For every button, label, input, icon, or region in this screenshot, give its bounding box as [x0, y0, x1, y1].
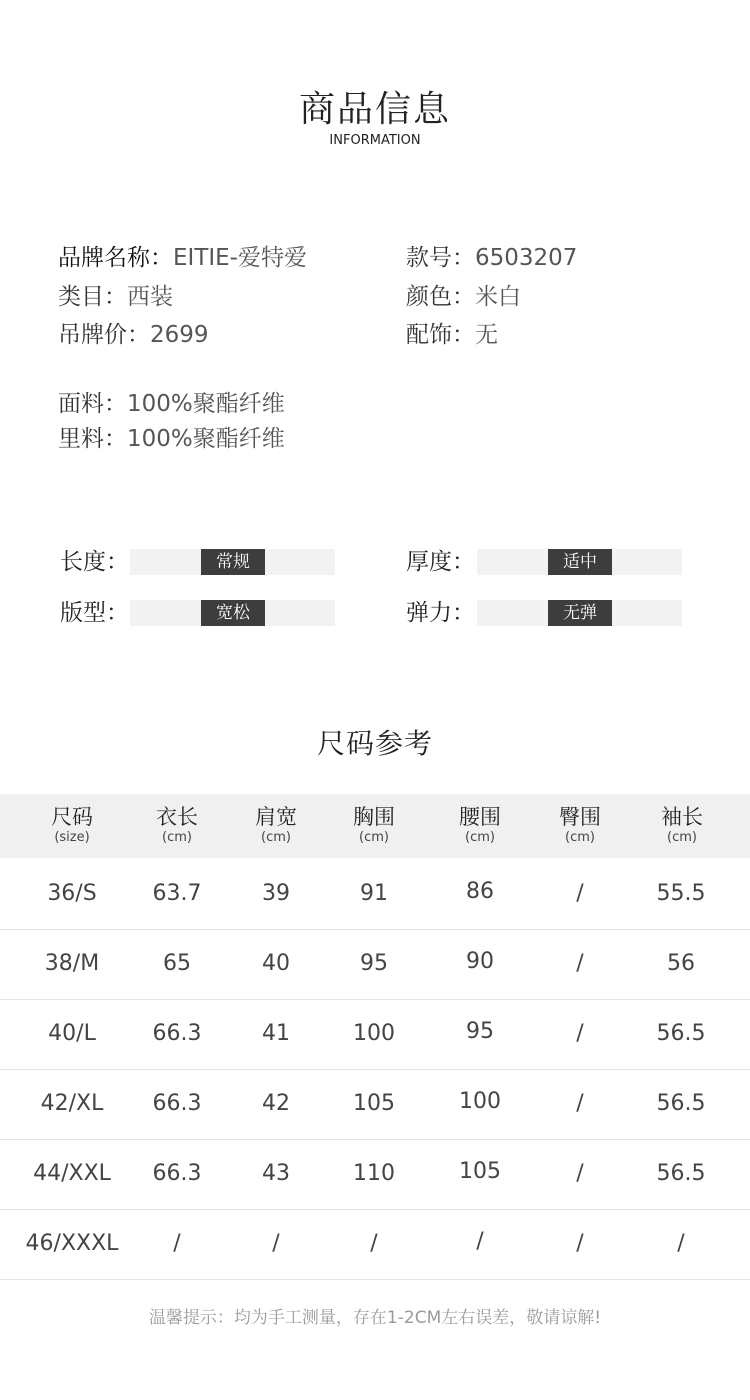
table-row	[0, 1069, 750, 1140]
lining-value: 100%聚酯纤维	[127, 426, 285, 452]
cell-hip: /	[576, 951, 584, 976]
elasticity-label: 弹力：	[406, 600, 475, 626]
style-no-row	[406, 243, 577, 273]
lining-label: 里料：	[58, 426, 127, 452]
cell-chest: 95	[360, 951, 388, 976]
cell-chest: 110	[353, 1161, 395, 1186]
cell-size: 36/S	[47, 881, 97, 906]
table-row	[0, 1139, 750, 1210]
elasticity-tag: 无弹	[548, 600, 612, 626]
cell-sleeve: /	[677, 1231, 685, 1256]
header-size-en: (size)	[54, 830, 90, 845]
cell-chest: 91	[360, 881, 388, 906]
header-waist	[430, 794, 530, 846]
cell-chest: /	[370, 1231, 378, 1256]
header-length-en: (cm)	[162, 830, 192, 845]
header-waist-en: (cm)	[465, 830, 495, 845]
thickness-tag: 适中	[548, 549, 612, 575]
length-tag: 常规	[201, 549, 265, 575]
cell-size: 46/XXXL	[25, 1231, 119, 1256]
lining-row	[58, 424, 285, 454]
cell-sleeve: 55.5	[656, 881, 706, 906]
header-hip-cn: 臀围	[559, 805, 601, 829]
cell-shoulder: 42	[262, 1091, 290, 1116]
accessory-label: 配饰：	[406, 322, 475, 348]
header-sleeve-cn: 袖长	[661, 805, 703, 829]
header-shoulder	[226, 794, 326, 846]
cell-waist: 90	[466, 949, 494, 974]
table-row	[0, 929, 750, 1000]
fabric-value: 100%聚酯纤维	[127, 391, 285, 417]
cell-length: 66.3	[152, 1091, 202, 1116]
price-label: 吊牌价：	[58, 322, 150, 348]
price-value: 2699	[150, 322, 209, 348]
cell-size: 38/M	[44, 951, 100, 976]
cell-length: /	[173, 1231, 181, 1256]
header-length-cn: 衣长	[156, 805, 198, 829]
header-sleeve	[632, 794, 732, 846]
color-value: 米白	[475, 284, 521, 310]
accessory-value: 无	[475, 322, 498, 348]
cell-hip: /	[576, 1091, 584, 1116]
cell-shoulder: 40	[262, 951, 290, 976]
fabric-row	[58, 389, 285, 419]
table-row	[0, 1209, 750, 1280]
header-sleeve-en: (cm)	[667, 830, 697, 845]
style-no-label: 款号：	[406, 245, 475, 271]
header-hip-en: (cm)	[565, 830, 595, 845]
cell-waist: 86	[466, 879, 494, 904]
size-table-header	[0, 794, 750, 858]
cell-shoulder: 41	[262, 1021, 290, 1046]
cell-length: 66.3	[152, 1161, 202, 1186]
style-no-value: 6503207	[475, 245, 578, 271]
cell-waist: 95	[466, 1019, 494, 1044]
header-length	[127, 794, 227, 846]
cell-length: 65	[163, 951, 191, 976]
accessory-row	[406, 320, 498, 350]
category-label: 类目：	[58, 284, 127, 310]
fit-tag: 宽松	[201, 600, 265, 626]
cell-hip: /	[576, 881, 584, 906]
length-label: 长度：	[60, 549, 129, 575]
brand-value: EITIE-爱特爱	[173, 245, 307, 271]
header-chest	[324, 794, 424, 846]
cell-length: 66.3	[152, 1021, 202, 1046]
page-subtitle: INFORMATION	[329, 133, 421, 148]
cell-sleeve: 56.5	[656, 1161, 706, 1186]
table-row	[0, 859, 750, 930]
cell-chest: 100	[353, 1021, 395, 1046]
cell-shoulder: /	[272, 1231, 280, 1256]
cell-chest: 105	[353, 1091, 395, 1116]
cell-sleeve: 56	[667, 951, 695, 976]
header-waist-cn: 腰围	[459, 805, 501, 829]
page-title: 商品信息	[298, 89, 451, 130]
header-chest-cn: 胸围	[353, 805, 395, 829]
brand-label: 品牌名称：	[58, 245, 173, 271]
header-hip	[530, 794, 630, 846]
header-size	[22, 794, 122, 846]
cell-waist: 105	[459, 1159, 501, 1184]
cell-hip: /	[576, 1021, 584, 1046]
category-value: 西装	[127, 284, 173, 310]
cell-waist: /	[476, 1229, 484, 1254]
cell-length: 63.7	[152, 881, 202, 906]
header-chest-en: (cm)	[359, 830, 389, 845]
cell-size: 42/XL	[40, 1091, 104, 1116]
cell-sleeve: 56.5	[656, 1021, 706, 1046]
size-chart-title: 尺码参考	[316, 727, 433, 760]
cell-hip: /	[576, 1161, 584, 1186]
fit-label: 版型：	[60, 600, 129, 626]
header-size-cn: 尺码	[51, 805, 93, 829]
header-shoulder-en: (cm)	[261, 830, 291, 845]
header-shoulder-cn: 肩宽	[255, 805, 297, 829]
table-row	[0, 999, 750, 1070]
cell-waist: 100	[459, 1089, 501, 1114]
cell-size: 40/L	[48, 1021, 96, 1046]
color-row	[406, 282, 521, 312]
brand-row	[58, 243, 307, 273]
cell-hip: /	[576, 1231, 584, 1256]
cell-sleeve: 56.5	[656, 1091, 706, 1116]
price-row	[58, 320, 209, 350]
measurement-note: 温馨提示：均为手工测量，存在1-2CM左右误差，敬请谅解!	[148, 1308, 602, 1328]
color-label: 颜色：	[406, 284, 475, 310]
thickness-label: 厚度：	[406, 549, 475, 575]
category-row	[58, 282, 173, 312]
cell-size: 44/XXL	[33, 1161, 111, 1186]
cell-shoulder: 39	[262, 881, 290, 906]
cell-shoulder: 43	[262, 1161, 290, 1186]
fabric-label: 面料：	[58, 391, 127, 417]
